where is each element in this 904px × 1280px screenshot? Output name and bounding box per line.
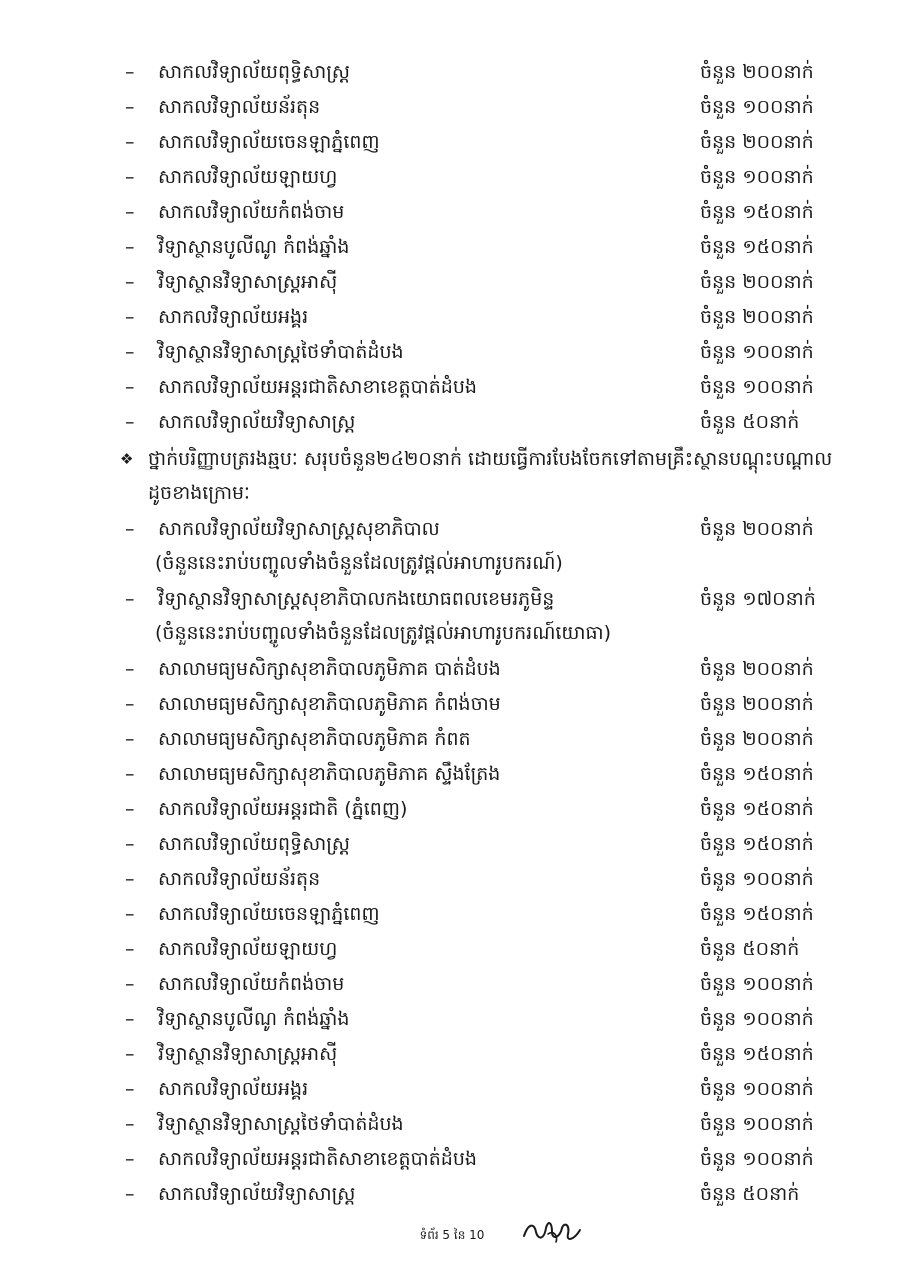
quota-count: ចំនួន ១០០នាក់ bbox=[700, 1148, 814, 1170]
quota-count: ចំនួន ១៥០នាក់ bbox=[700, 833, 814, 855]
institution-name: វិទ្យាស្ថានវិទ្យាសាស្ត្រថៃទាំបាត់ដំបង bbox=[158, 341, 404, 363]
institution-name: សាកលវិទ្យាល័យចេនឡាភ្នំពេញ bbox=[158, 903, 380, 925]
list-item bbox=[0, 687, 904, 721]
list-item bbox=[0, 55, 904, 89]
quota-count: ចំនួន ៥០នាក់ bbox=[700, 938, 800, 960]
quota-count: ចំនួន ១០០នាក់ bbox=[700, 973, 814, 995]
diamond-bullet-icon: ❖ bbox=[120, 450, 134, 468]
institution-name: សាកលវិទ្យាល័យវិទ្យាសាស្ត្រ bbox=[158, 411, 356, 433]
institution-name: សាលាមធ្យមសិក្សាសុខាភិបាលភូមិភាគ ស្ទឹងត្រែង bbox=[158, 763, 501, 785]
list-item bbox=[0, 1037, 904, 1071]
quota-count: ចំនួន ១៥០នាក់ bbox=[700, 201, 814, 223]
institution-name: សាកលវិទ្យាល័យអន្តរជាតិ (ភ្នំពេញ) bbox=[158, 798, 408, 820]
institution-name: សាកលវិទ្យាល័យអង្គរ bbox=[158, 1078, 309, 1100]
institution-name: សាកលវិទ្យាល័យន័រតុន bbox=[158, 868, 321, 890]
quota-count: ចំនួន ២០០នាក់ bbox=[700, 61, 814, 83]
institution-name: សាកលវិទ្យាល័យឡាយហ្វ bbox=[158, 166, 338, 188]
list-item bbox=[0, 1142, 904, 1176]
quota-count: ចំនួន ១០០នាក់ bbox=[700, 376, 814, 398]
dash-marker: – bbox=[125, 166, 135, 188]
quota-count: ចំនួន ២០០នាក់ bbox=[700, 271, 814, 293]
quota-count: ចំនួន ៥០នាក់ bbox=[700, 1183, 800, 1205]
list-item bbox=[0, 722, 904, 756]
dash-marker: – bbox=[125, 973, 135, 995]
dash-marker: – bbox=[125, 518, 135, 540]
institution-name: សាលាមធ្យមសិក្សាសុខាភិបាលភូមិភាគ កំពត bbox=[158, 728, 471, 750]
list-item bbox=[0, 1177, 904, 1211]
list-item bbox=[0, 125, 904, 159]
quota-count: ចំនួន ១៥០នាក់ bbox=[700, 903, 814, 925]
dash-marker: – bbox=[125, 271, 135, 293]
page-number: ទំព័រ 5 នៃ 10 bbox=[419, 1228, 485, 1242]
dash-marker: – bbox=[125, 728, 135, 750]
dash-marker: – bbox=[125, 938, 135, 960]
list-item bbox=[0, 652, 904, 686]
institution-name: សាកលវិទ្យាល័យអង្គរ bbox=[158, 306, 309, 328]
list-item bbox=[0, 757, 904, 791]
quota-count: ចំនួន ១០០នាក់ bbox=[700, 1078, 814, 1100]
dash-marker: – bbox=[125, 1183, 135, 1205]
dash-marker: – bbox=[125, 131, 135, 153]
quota-count: ចំនួន ១៥០នាក់ bbox=[700, 236, 814, 258]
list-item bbox=[0, 1002, 904, 1036]
quota-count: ចំនួន ១០០នាក់ bbox=[700, 868, 814, 890]
list-item bbox=[0, 1107, 904, 1141]
institution-name: សាកលវិទ្យាល័យចេនឡាភ្នំពេញ bbox=[158, 131, 380, 153]
list-item bbox=[0, 932, 904, 966]
heading-row bbox=[0, 442, 904, 476]
quota-count: ចំនួន ១៥០នាក់ bbox=[700, 1043, 814, 1065]
list-item bbox=[0, 90, 904, 124]
list-item bbox=[0, 862, 904, 896]
dash-marker: – bbox=[125, 693, 135, 715]
institution-name: សាកលវិទ្យាល័យពុទ្ធិសាស្ត្រ bbox=[158, 61, 350, 83]
dash-marker: – bbox=[125, 1043, 135, 1065]
dash-marker: – bbox=[125, 588, 135, 610]
dash-marker: – bbox=[125, 658, 135, 680]
quota-count: ចំនួន ២០០នាក់ bbox=[700, 518, 814, 540]
list-item bbox=[0, 195, 904, 229]
dash-marker: – bbox=[125, 833, 135, 855]
institution-name: សាកលវិទ្យាល័យឡាយហ្វ bbox=[158, 938, 338, 960]
institution-name: វិទ្យាស្ថានបូលីណូ កំពង់ឆ្នាំង bbox=[158, 236, 350, 258]
list-item bbox=[0, 335, 904, 369]
page-footer bbox=[0, 1226, 904, 1244]
quota-count: ចំនួន ២០០នាក់ bbox=[700, 306, 814, 328]
dash-marker: – bbox=[125, 903, 135, 925]
dash-marker: – bbox=[125, 201, 135, 223]
institution-name: សាកលវិទ្យាល័យពុទ្ធិសាស្ត្រ bbox=[158, 833, 350, 855]
heading-row bbox=[0, 476, 904, 510]
list-item bbox=[0, 230, 904, 264]
list-item bbox=[0, 370, 904, 404]
heading-line-2: ដូចខាងក្រោមៈ bbox=[148, 482, 250, 504]
list-item bbox=[0, 512, 904, 546]
list-item bbox=[0, 897, 904, 931]
list-item bbox=[0, 265, 904, 299]
quota-count: ចំនួន ៥០នាក់ bbox=[700, 411, 800, 433]
quota-count: ចំនួន ២០០នាក់ bbox=[700, 658, 814, 680]
list-item bbox=[0, 967, 904, 1001]
quota-count: ចំនួន ១០០នាក់ bbox=[700, 166, 814, 188]
dash-marker: – bbox=[125, 798, 135, 820]
quota-count: ចំនួន ២០០នាក់ bbox=[700, 693, 814, 715]
list-item bbox=[0, 582, 904, 616]
dash-marker: – bbox=[125, 1078, 135, 1100]
dash-marker: – bbox=[125, 61, 135, 83]
institution-name: សាកលវិទ្យាល័យអន្តរជាតិសាខាខេត្តបាត់ដំបង bbox=[158, 376, 477, 398]
initials-signature-icon bbox=[518, 1214, 584, 1246]
quota-count: ចំនួន ១៥០នាក់ bbox=[700, 763, 814, 785]
dash-marker: – bbox=[125, 1113, 135, 1135]
dash-marker: – bbox=[125, 341, 135, 363]
list-item bbox=[0, 827, 904, 861]
list-item bbox=[0, 300, 904, 334]
dash-marker: – bbox=[125, 868, 135, 890]
dash-marker: – bbox=[125, 1008, 135, 1030]
quota-count: ចំនួន ២០០នាក់ bbox=[700, 131, 814, 153]
institution-name: សាលាមធ្យមសិក្សាសុខាភិបាលភូមិភាគ កំពង់ចាម bbox=[158, 693, 501, 715]
dash-marker: – bbox=[125, 1148, 135, 1170]
dash-marker: – bbox=[125, 236, 135, 258]
list-item bbox=[0, 1072, 904, 1106]
institution-name: វិទ្យាស្ថានបូលីណូ កំពង់ឆ្នាំង bbox=[158, 1008, 350, 1030]
institution-name: សាកលវិទ្យាល័យន័រតុន bbox=[158, 96, 321, 118]
quota-count: ចំនួន ១០០នាក់ bbox=[700, 96, 814, 118]
quota-count: ចំនួន ១០០នាក់ bbox=[700, 341, 814, 363]
quota-count: ចំនួន ១៧០នាក់ bbox=[700, 588, 816, 610]
institution-name: សាកលវិទ្យាល័យវិទ្យាសាស្ត្រសុខាភិបាល bbox=[158, 518, 440, 540]
item-note: (ចំនួននេះរាប់បញ្ចូលទាំងចំនួនដែលត្រូវផ្តល់អាហារូបករណ៍) bbox=[155, 552, 563, 574]
list-item bbox=[0, 405, 904, 439]
quota-count: ចំនួន ២០០នាក់ bbox=[700, 728, 814, 750]
dash-marker: – bbox=[125, 376, 135, 398]
heading-line-1: ថ្នាក់បរិញ្ញាបត្ររងឆ្មបៈ សរុបចំនួន២៤២០នាក់ ដោយធ្វើការបែងចែកទៅតាមគ្រឹះស្ថានបណ្តុះបណ្តាល bbox=[148, 448, 833, 470]
institution-name: សាលាមធ្យមសិក្សាសុខាភិបាលភូមិភាគ បាត់ដំបង bbox=[158, 658, 501, 680]
institution-name: សាកលវិទ្យាល័យកំពង់ចាម bbox=[158, 973, 345, 995]
institution-name: សាកលវិទ្យាល័យអន្តរជាតិសាខាខេត្តបាត់ដំបង bbox=[158, 1148, 477, 1170]
dash-marker: – bbox=[125, 306, 135, 328]
item-note: (ចំនួននេះរាប់បញ្ចូលទាំងចំនួនដែលត្រូវផ្តល់អាហារូបករណ៍យោធា) bbox=[155, 622, 612, 644]
institution-name: សាកលវិទ្យាល័យវិទ្យាសាស្ត្រ bbox=[158, 1183, 356, 1205]
quota-count: ចំនួន ១០០នាក់ bbox=[700, 1008, 814, 1030]
dash-marker: – bbox=[125, 763, 135, 785]
institution-name: វិទ្យាស្ថានវិទ្យាសាស្ត្រអាស៊ី bbox=[158, 1043, 338, 1065]
quota-count: ចំនួន ១០០នាក់ bbox=[700, 1113, 814, 1135]
list-item bbox=[0, 160, 904, 194]
dash-marker: – bbox=[125, 411, 135, 433]
list-item bbox=[0, 792, 904, 826]
institution-name: សាកលវិទ្យាល័យកំពង់ចាម bbox=[158, 201, 345, 223]
institution-name: វិទ្យាស្ថានវិទ្យាសាស្ត្រអាស៊ី bbox=[158, 271, 338, 293]
institution-name: វិទ្យាស្ថានវិទ្យាសាស្ត្រសុខាភិបាលកងយោធពលខេមរភូមិន្ទ bbox=[158, 588, 555, 610]
dash-marker: – bbox=[125, 96, 135, 118]
institution-name: វិទ្យាស្ថានវិទ្យាសាស្ត្រថៃទាំបាត់ដំបង bbox=[158, 1113, 404, 1135]
quota-count: ចំនួន ១៥០នាក់ bbox=[700, 798, 814, 820]
